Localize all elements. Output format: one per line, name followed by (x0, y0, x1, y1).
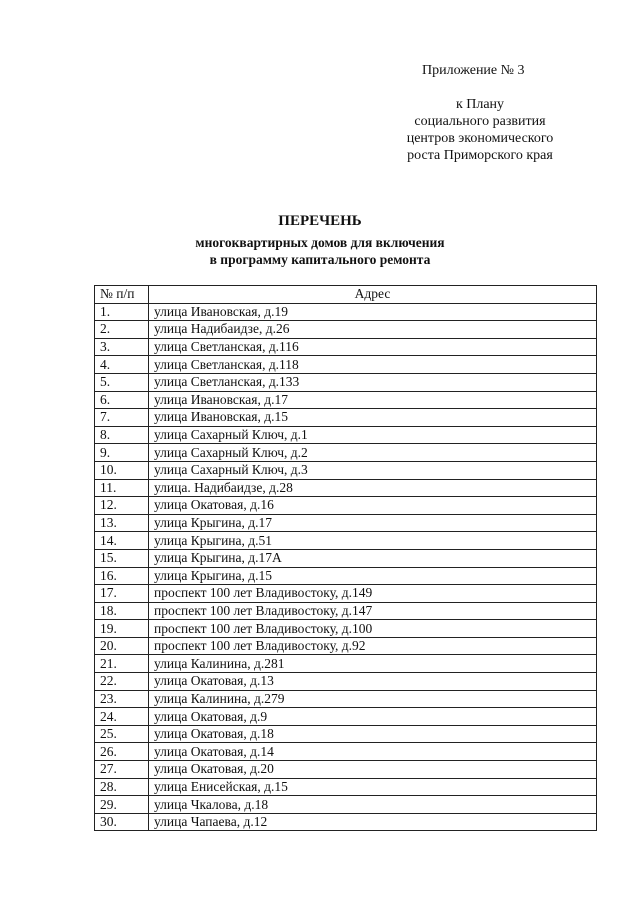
appendix-reference-line: социального развития (414, 114, 546, 129)
document-subtitle: в программу капитального ремонта (209, 252, 431, 267)
row-number: 9. (95, 444, 149, 462)
row-address: проспект 100 лет Владивостоку, д.100 (149, 620, 597, 638)
row-number: 29. (95, 796, 149, 814)
table-row (95, 338, 597, 356)
row-address: улица Крыгина, д.51 (149, 532, 597, 550)
row-number: 10. (95, 461, 149, 479)
row-address: улица Сахарный Ключ, д.3 (149, 461, 597, 479)
row-address: улица Окатовая, д.20 (149, 761, 597, 779)
row-address: улица Чапаева, д.12 (149, 813, 597, 831)
table-row (95, 567, 597, 585)
table-row (95, 303, 597, 321)
row-number: 1. (95, 303, 149, 321)
table-row (95, 461, 597, 479)
table-row (95, 444, 597, 462)
table-row (95, 690, 597, 708)
row-number: 30. (95, 813, 149, 831)
row-number: 22. (95, 673, 149, 691)
table-row (95, 356, 597, 374)
row-number: 23. (95, 690, 149, 708)
table-header-row (95, 286, 597, 304)
row-address: улица Енисейская, д.15 (149, 778, 597, 796)
row-address: улица Калинина, д.281 (149, 655, 597, 673)
row-address: улица Окатовая, д.14 (149, 743, 597, 761)
row-number: 11. (95, 479, 149, 497)
row-address: улица Крыгина, д.17 (149, 514, 597, 532)
table-row (95, 673, 597, 691)
table-row (95, 796, 597, 814)
row-number: 20. (95, 637, 149, 655)
table-row (95, 479, 597, 497)
row-address: улица Светланская, д.116 (149, 338, 597, 356)
row-address: улица Окатовая, д.16 (149, 497, 597, 515)
table-row (95, 585, 597, 603)
appendix-reference-line: центров экономического (406, 131, 554, 146)
row-number: 25. (95, 725, 149, 743)
row-address: улица Ивановская, д.19 (149, 303, 597, 321)
row-number: 15. (95, 549, 149, 567)
row-number: 7. (95, 409, 149, 427)
row-address: улица Крыгина, д.15 (149, 567, 597, 585)
row-address: улица Светланская, д.118 (149, 356, 597, 374)
table-body (95, 303, 597, 831)
row-address: улица Ивановская, д.17 (149, 391, 597, 409)
document-subtitle: многоквартирных домов для включения (195, 235, 445, 250)
row-number: 21. (95, 655, 149, 673)
column-header-address: Адрес (149, 286, 597, 304)
row-number: 26. (95, 743, 149, 761)
row-number: 13. (95, 514, 149, 532)
table-row (95, 532, 597, 550)
table-row (95, 655, 597, 673)
table-row (95, 620, 597, 638)
row-address: улица Окатовая, д.18 (149, 725, 597, 743)
row-number: 27. (95, 761, 149, 779)
row-number: 12. (95, 497, 149, 515)
row-number: 2. (95, 321, 149, 339)
row-number: 8. (95, 426, 149, 444)
row-number: 17. (95, 585, 149, 603)
row-address: улица Надибаидзе, д.26 (149, 321, 597, 339)
table-row (95, 725, 597, 743)
table-row (95, 761, 597, 779)
row-number: 6. (95, 391, 149, 409)
table-row (95, 514, 597, 532)
table-row (95, 743, 597, 761)
row-address: улица Ивановская, д.15 (149, 409, 597, 427)
row-number: 16. (95, 567, 149, 585)
row-address: улица Калинина, д.279 (149, 690, 597, 708)
row-number: 5. (95, 373, 149, 391)
row-address: улица Окатовая, д.13 (149, 673, 597, 691)
table-row (95, 391, 597, 409)
row-number: 19. (95, 620, 149, 638)
buildings-table (94, 285, 597, 831)
row-number: 18. (95, 602, 149, 620)
row-address: улица Чкалова, д.18 (149, 796, 597, 814)
table-row (95, 373, 597, 391)
row-number: 3. (95, 338, 149, 356)
table-row (95, 637, 597, 655)
row-address: улица Сахарный Ключ, д.2 (149, 444, 597, 462)
appendix-reference-line: роста Приморского края (407, 148, 553, 163)
table-row (95, 708, 597, 726)
row-address: проспект 100 лет Владивостоку, д.147 (149, 602, 597, 620)
row-number: 4. (95, 356, 149, 374)
table-row (95, 778, 597, 796)
column-header-number: № п/п (95, 286, 149, 304)
table-row (95, 497, 597, 515)
row-address: улица Крыгина, д.17А (149, 549, 597, 567)
row-address: проспект 100 лет Владивостоку, д.92 (149, 637, 597, 655)
table-row (95, 426, 597, 444)
table-row (95, 409, 597, 427)
row-number: 24. (95, 708, 149, 726)
row-number: 28. (95, 778, 149, 796)
appendix-reference-line: к Плану (455, 97, 505, 112)
document-title: ПЕРЕЧЕНЬ (278, 213, 362, 229)
row-address: улица Светланская, д.133 (149, 373, 597, 391)
row-number: 14. (95, 532, 149, 550)
appendix-reference (380, 96, 580, 164)
table-row (95, 813, 597, 831)
table-row (95, 321, 597, 339)
row-address: улица Сахарный Ключ, д.1 (149, 426, 597, 444)
appendix-number: Приложение № 3 (422, 63, 525, 78)
row-address: проспект 100 лет Владивостоку, д.149 (149, 585, 597, 603)
table-row (95, 602, 597, 620)
row-address: улица Окатовая, д.9 (149, 708, 597, 726)
table-row (95, 549, 597, 567)
row-address: улица. Надибаидзе, д.28 (149, 479, 597, 497)
